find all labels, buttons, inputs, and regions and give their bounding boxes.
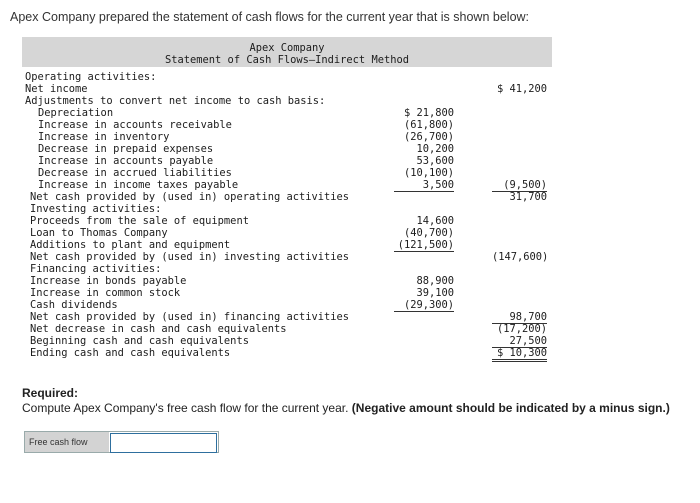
row-amount-detail: (40,700)	[403, 227, 454, 239]
company-name: Apex Company	[249, 42, 325, 54]
row-amount-detail: (121,500)	[394, 239, 454, 252]
row-label: Financing activities:	[30, 263, 162, 275]
row-label: Increase in income taxes payable	[38, 179, 239, 191]
free-cash-flow-label: Free cash flow	[25, 432, 109, 452]
required-heading: Required:	[22, 386, 79, 400]
row-amount-detail: (29,300)	[394, 299, 454, 312]
row-label: Increase in accounts payable	[38, 155, 214, 167]
statement-header	[22, 37, 552, 67]
row-amount-detail: 53,600	[416, 155, 454, 167]
row-label: Decrease in prepaid expenses	[38, 143, 214, 155]
intro-text: Apex Company prepared the statement of cash flows for the current year that is shown below:	[10, 10, 530, 24]
row-label: Increase in common stock	[30, 287, 181, 299]
row-amount-detail: $ 21,800	[403, 107, 454, 119]
row-amount-detail: 10,200	[416, 143, 454, 155]
row-label: Net income	[25, 83, 88, 95]
statement-title: Statement of Cash Flows—Indirect Method	[165, 54, 409, 66]
row-label: Depreciation	[38, 107, 114, 119]
row-amount-detail: 14,600	[416, 215, 454, 227]
row-label: Decrease in accrued liabilities	[38, 167, 232, 179]
row-label: Adjustments to convert net income to cash basis:	[25, 95, 326, 107]
row-amount-detail: 3,500	[394, 179, 454, 192]
free-cash-flow-input[interactable]	[110, 433, 217, 453]
row-label: Investing activities:	[30, 203, 162, 215]
row-amount-total: (147,600)	[492, 251, 549, 263]
row-label: Increase in inventory	[38, 131, 170, 143]
row-label: Beginning cash and cash equivalents	[30, 335, 249, 347]
row-amount-detail: (26,700)	[403, 131, 454, 143]
row-amount-total: 31,700	[509, 191, 547, 203]
row-amount-total: 27,500	[492, 335, 547, 348]
row-label: Increase in accounts receivable	[38, 119, 232, 131]
row-label: Ending cash and cash equivalents	[30, 347, 231, 359]
task-instructions	[22, 401, 670, 415]
row-amount-detail: (10,100)	[403, 167, 454, 179]
answer-row	[24, 431, 219, 453]
row-label: Net cash provided by (used in) operating activities	[30, 191, 350, 203]
task-text: Compute Apex Company's free cash flow for the current year.	[22, 401, 349, 415]
row-label: Operating activities:	[25, 71, 157, 83]
row-amount-total: (17,200)	[496, 323, 547, 335]
row-amount-total: $ 10,300	[492, 347, 547, 362]
row-label: Additions to plant and equipment	[30, 239, 231, 251]
row-label: Net cash provided by (used in) investing activities	[30, 251, 350, 263]
row-label: Cash dividends	[30, 299, 118, 311]
row-amount-detail: 88,900	[416, 275, 454, 287]
row-amount-total: 98,700	[492, 311, 547, 324]
row-label: Increase in bonds payable	[30, 275, 187, 287]
row-amount-total: (9,500)	[492, 179, 547, 192]
row-amount-detail: 39,100	[416, 287, 454, 299]
row-label: Net cash provided by (used in) financing activities	[30, 311, 350, 323]
row-amount-total: $ 41,200	[496, 83, 547, 95]
task-note: (Negative amount should be indicated by a minus sign.)	[351, 401, 670, 415]
row-label: Proceeds from the sale of equipment	[30, 215, 249, 227]
cash-flow-statement	[22, 37, 552, 367]
row-label: Loan to Thomas Company	[30, 227, 168, 239]
row-amount-detail: (61,800)	[403, 119, 454, 131]
row-label: Net decrease in cash and cash equivalents	[30, 323, 287, 335]
